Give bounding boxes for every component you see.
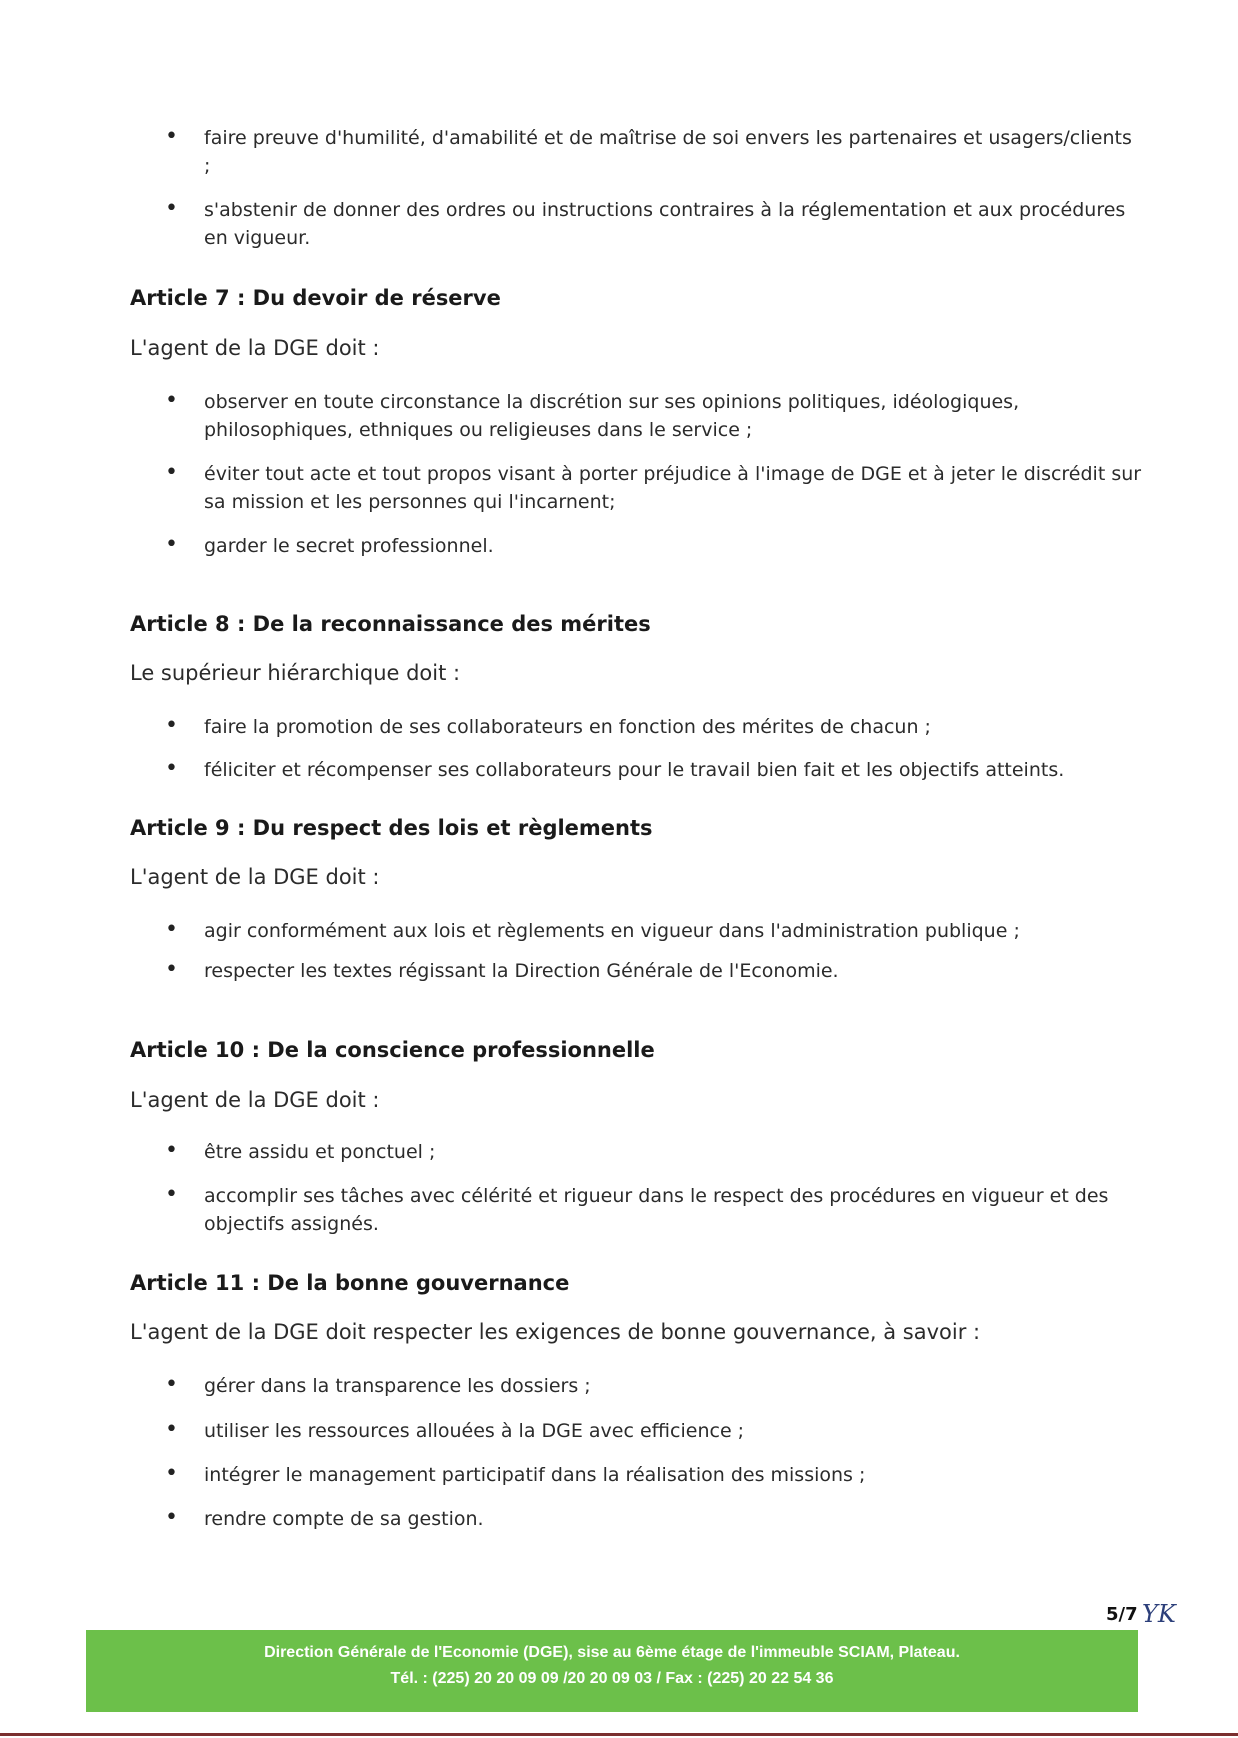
bullet-icon: • <box>165 917 178 942</box>
list-item-text: agir conformément aux lois et règlements en vigueur dans l'administration publique ; <box>204 920 1020 942</box>
list-item-text: observer en toute circonstance la discrétion sur ses opinions politiques, idéologiques, philosophiques, ethniques ou religieuses dans le service ; <box>204 391 1020 441</box>
article-heading: Article 10 : De la conscience professionnelle <box>130 1038 655 1062</box>
list-item-text: garder le secret professionnel. <box>204 535 494 557</box>
list-item-text: accomplir ses tâches avec célérité et rigueur dans le respect des procédures en vigueur et des objectifs assignés. <box>204 1185 1109 1235</box>
list-item-text: éviter tout acte et tout propos visant à porter préjudice à l'image de DGE et à jeter le discrédit sur sa mission et les personnes qui l'incarnent; <box>204 463 1142 513</box>
bullet-icon: • <box>165 957 178 982</box>
list-item-text: intégrer le management participatif dans la réalisation des missions ; <box>204 1464 866 1486</box>
bullet-icon: • <box>165 1461 178 1486</box>
article-heading: Article 7 : Du devoir de réserve <box>130 286 501 310</box>
article-heading: Article 8 : De la reconnaissance des mérites <box>130 612 651 636</box>
bullet-icon: • <box>165 1372 178 1397</box>
bullet-icon: • <box>165 196 178 221</box>
list-item-text: respecter les textes régissant la Direction Générale de l'Economie. <box>204 960 839 982</box>
handwritten-initials: YK <box>1142 1600 1176 1628</box>
list-item-text: gérer dans la transparence les dossiers ; <box>204 1375 591 1397</box>
bullet-icon: • <box>165 388 178 413</box>
bullet-icon: • <box>165 1505 178 1530</box>
list-item-text: utiliser les ressources allouées à la DGE avec efficience ; <box>204 1420 745 1442</box>
bullet-icon: • <box>165 713 178 738</box>
list-item-text: être assidu et ponctuel ; <box>204 1141 436 1163</box>
bullet-icon: • <box>165 1417 178 1442</box>
article-intro: L'agent de la DGE doit : <box>130 336 380 360</box>
bullet-icon: • <box>165 1138 178 1163</box>
bullet-icon: • <box>165 124 178 149</box>
list-item-text: faire preuve d'humilité, d'amabilité et de maîtrise de soi envers les partenaires et usagers/clients ; <box>204 127 1132 177</box>
list-item-text: féliciter et récompenser ses collaborateurs pour le travail bien fait et les objectifs atteints. <box>204 759 1065 781</box>
bullet-icon: • <box>165 460 178 485</box>
footer-banner <box>86 1630 1138 1712</box>
bullet-icon: • <box>165 1182 178 1207</box>
article-intro: L'agent de la DGE doit : <box>130 1088 380 1112</box>
bottom-rule <box>0 1733 1238 1736</box>
article-intro: Le supérieur hiérarchique doit : <box>130 661 461 685</box>
list-item-text: s'abstenir de donner des ordres ou instructions contraires à la réglementation et aux procédures en vigueur. <box>204 199 1126 249</box>
bullet-icon: • <box>165 756 178 781</box>
article-heading: Article 9 : Du respect des lois et règlements <box>130 816 653 840</box>
footer-address: Direction Générale de l'Economie (DGE), sise au 6ème étage de l'immeuble SCIAM, Plateau. <box>264 1644 960 1661</box>
article-intro: L'agent de la DGE doit respecter les exigences de bonne gouvernance, à savoir : <box>130 1320 981 1344</box>
list-item-text: faire la promotion de ses collaborateurs en fonction des mérites de chacun ; <box>204 716 931 738</box>
list-item-text: rendre compte de sa gestion. <box>204 1508 484 1530</box>
article-intro: L'agent de la DGE doit : <box>130 865 380 889</box>
page-number: 5/7 <box>1106 1604 1138 1625</box>
footer-contact: Tél. : (225) 20 20 09 09 /20 20 09 03 / Fax : (225) 20 22 54 36 <box>390 1670 834 1687</box>
article-heading: Article 11 : De la bonne gouvernance <box>130 1271 570 1295</box>
bullet-icon: • <box>165 532 178 557</box>
